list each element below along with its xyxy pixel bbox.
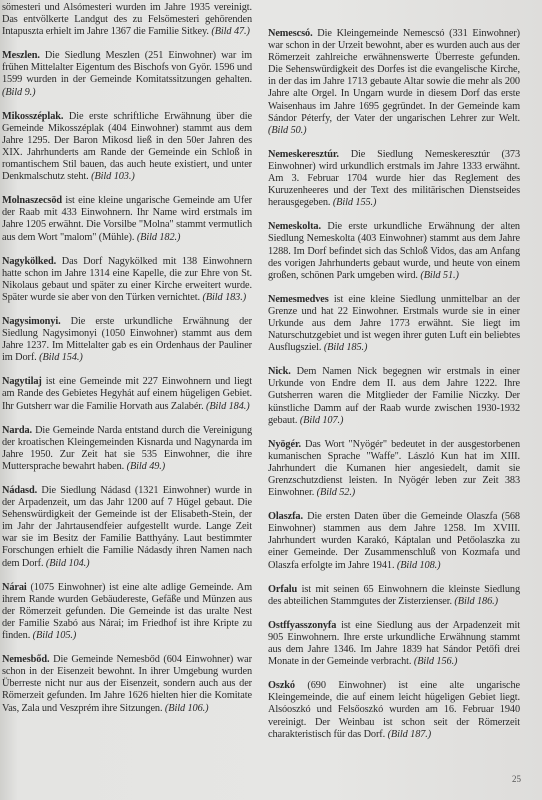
entry-nemeskolta: Nemeskolta. Die erste urkundliche Erwähnung der alten Siedlung Nemeskolta (403 Einwohner) stammt aus dem Jahre 1288. Im Dorf befindet sich das Schloß Vidos, das am Anfang des vorigen Jahrhunderts gebaut wurde, und heute von einem großen, schönen Park umgeben wird. (Bild 51.): [268, 221, 520, 281]
entry-nemescso: Nemescsó. Die Kleingemeinde Nemescsó (331 Einwohner) war schon in der Urzeit bewohnt, aber es wurden auch aus der Römerzeit zahlreiche erwähnenswerte Überreste gefunden. Die Sehenswürdigkeit des Dorfes ist die evangelische Kirche, in der das im Jahre 1713 gebaute Altar sowie die mehr als 200 Jahre alte Orgel. In Ungarn wurde in diesem Dorf das erste Waisenhaus im Jahre 1695 gegründet. In der Gemeinde kam Sándor Péterfy, der Vater der ungarischen Lehrer zur Welt. (Bild 50.): [268, 28, 520, 136]
entry-nagytilaj: Nagytilaj ist eine Gemeinde mit 227 Einwohnern und liegt am Rande des Gebietes Hegyhát auf einem hügeligen Gebiet. Ihr Gutsherr war die Familie Horvath aus Zalabér. (Bild 184.): [2, 376, 252, 412]
entry-molnaszecsod: Molnaszecsöd ist eine kleine ungarische Gemeinde am Ufer der Raab mit 433 Einwohnern. Ihr Name wird erstmals im Jahre 1205 erwähnt. Die Vorsilbe "Molna" stammt vermutlich aus dem Wort "malom" (Mühle). (Bild 182.): [2, 195, 252, 243]
right-column: [268, 28, 520, 753]
entry-nemesbod: Nemesbőd. Die Gemeinde Nemesbőd (604 Einwohner) war schon in der Eisenzeit bewohnt. In ihrer Umgebung wurden Überreste nicht nur aus der Eisenzeit, sondern auch aus der Römerzeit gefunden. Im Jahre 1626 hielten hier die Komitate Vas, Zala und Veszprém ihre Sitzungen. (Bild 106.): [2, 654, 252, 714]
entry-nyoger: Nyögér. Das Wort "Nyögér" bedeutet in der ausgestorbenen kumanischen Sprache "Waffe". László Kun hat im XIII. Jahrhundert die Kumanen hier angesiedelt, damit sie Grenzschutzdienst leisten. In Nyögér leben zur Zeit 383 Einwohner. (Bild 52.): [268, 438, 520, 499]
entry-nagykolked: Nagykölked. Das Dorf Nagykölked mit 138 Einwohnern hatte schon im Jahre 1314 eine Kapelle, die zur Ehre von St. Nikolaus gebaut und später zu einer Kirche erweitert wurde. Später wurde sie aber von den Türken vernichtet. (Bild 183.): [2, 255, 252, 303]
page-number: 25: [512, 774, 521, 784]
entry-narda: Narda. Die Gemeinde Narda entstand durch die Vereinigung der kroatischen Kleingemeinden Kisnarda und Nagynarda im Jahre 1950. Zur Zeit hat sie 535 Einwohner, die ihre Muttersprache bewahrt haben. (Bild 49.): [2, 424, 252, 472]
entry-nagysimonyi: Nagysimonyi. Die erste urkundliche Erwähnung der Siedlung Nagysimonyi (1050 Einwohner) stammt aus dem Jahre 1237. Im Mittelalter gab es ein Ordenhaus der Pauliner im Dorf. (Bild 154.): [2, 315, 252, 364]
entry-ostffyasszonyfa: Ostffyasszonyfa ist eine Siedlung aus der Arpadenzeit mit 905 Einwohnern. Ihre erste urkundliche Erwähnung stammt aus dem Jahre 1346. Im Jahre 1839 hat Sándor Petőfi drei Monate in der Gemeinde verbracht. (Bild 156.): [268, 619, 520, 668]
entry-nemesmedves: Nemesmedves ist eine kleine Siedlung unmittelbar an der Grenze und hat 22 Einwohner. Erstmals wurde sie in einer Urkunde aus dem Jahre 1773 erwähnt. Sie liegt im Naturschutzgebiet und ist wegen ihrer guten Luft ein beliebtes Ausflugsziel. (Bild 185.): [268, 293, 520, 354]
entry-orfalu: Orfalu ist mit seinen 65 Einwohnern die kleinste Siedlung des abteilichen Stammgutes der Zisterzienser. (Bild 186.): [268, 583, 520, 607]
entry-narai: Nárai (1075 Einwohner) ist eine alte adlige Gemeinde. Am ihrem Rande wurden Gebäudereste, Gefäße und Münzen aus der Römerzeit gefunden. Die Gemeinde ist das uralte Nest der Familie Szabó aus Nárai; im Friedhof ist ihre Kripte zu finden. (Bild 105.): [2, 581, 252, 642]
entry-oszko: Oszkó (690 Einwohner) ist eine alte ungarische Kleingemeinde, die auf einem leicht hügeligen Gebiet liegt. Alsóoszkó und Felsőoszkó wurden am 16. Februar 1940 vereinigt. Der Weinbau ist schon seit der Römerzeit charakteristisch für das Dorf. (Bild 187.): [268, 680, 520, 740]
entry-intapuszta: sömesteri und Alsómesteri wurden im Jahre 1935 vereinigt. Das entvölkerte Landgut des zu Felsömesteri gehörenden Intapuszta erhielt im Jahre 1367 die Familie Sitkey. (Bild 47.): [2, 2, 252, 38]
entry-mikosszeplak: Mikosszéplak. Die erste schriftliche Erwähnung über die Gemeinde Mikosszéplak (404 Einwohner) stammt aus dem Jahre 1295. Der Baron Mikosd ließ in den 50er Jahren des XIX. Jahrhunderts am Rande der Gemeinde ein Schloß in romantischem Stil bauen, das auch heute existiert, und unter Denkmalschutz steht. (Bild 103.): [2, 110, 252, 183]
left-column: [2, 2, 252, 727]
entry-nick: Nick. Dem Namen Nick begegnen wir erstmals in einer Urkunde von Endre dem II. aus dem Jahre 1222. Ihre Gutsherren waren die Mitglieder der Familie Niczky. Der künstliche Damm auf der Raab wurde zwischen 1930-1932 gebaut. (Bild 107.): [268, 366, 520, 426]
entry-meszlen: Meszlen. Die Siedlung Meszlen (251 Einwohner) war im frühen Mittelalter Eigentum des Bischofs von Györ. 1596 und 1599 wurden in der Gemeinde Komitatssitzungen gehalten. (Bild 9.): [2, 50, 252, 98]
entry-nadasd: Nádasd. Die Siedlung Nádasd (1321 Einwohner) wurde in der Arpadenzeit, um das Jahr 1200 auf 7 Hügel gebaut. Die Sehenswürdigkeit der Gemeinde ist der Elisabeth-Stein, der im Jahr der Jahrtausendfeier aufgestellt wurde. Lange Zeit war sie im Besitz der Familie Batthyány. Laut bestimmter Forschungen erhielt die Familie Nádasdy ihren Namen nach dem Dorf. (Bild 104.): [2, 485, 252, 569]
entry-nemeskeresztur: Nemeskeresztúr. Die Siedlung Nemeskeresztúr (373 Einwohner) wird urkundlich erstmals im Jahre 1333 erwähnt. Am 3. Februar 1704 wurde hier das Reglement des Kuruzenheeres und der Text des militärischen Dienstseides herausgegeben. (Bild 155.): [268, 148, 520, 209]
entry-olaszfa: Olaszfa. Die ersten Daten über die Gemeinde Olaszfa (568 Einwohner) stammen aus dem Jahre 1258. Im XVIII. Jahrhundert wurden Karakó, Káptalan und Petőolaszka zu einer Gemeinde. Der Zusammenschluß von Kozmafa und Olaszfa erfolgte im Jahre 1941. (Bild 108.): [268, 511, 520, 571]
